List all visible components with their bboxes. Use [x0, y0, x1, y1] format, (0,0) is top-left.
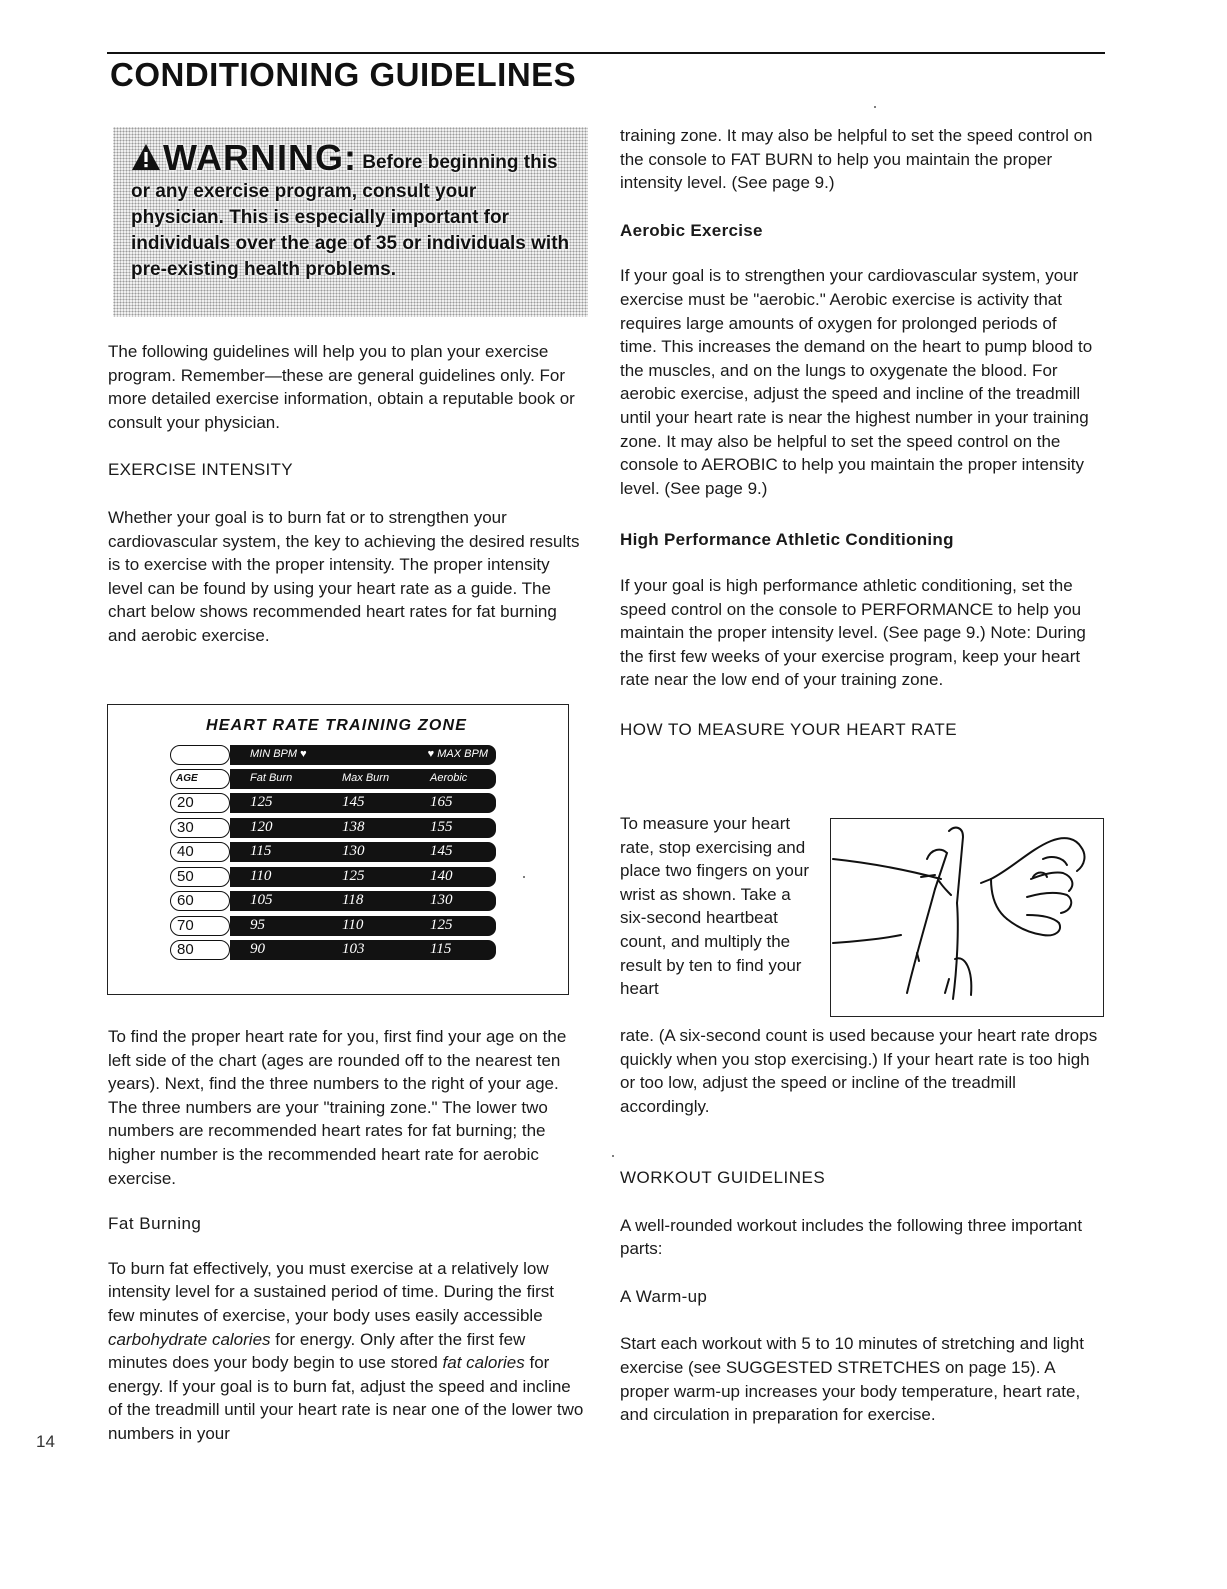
title-rule [107, 52, 1105, 54]
heart-rate-value: 130 [342, 843, 365, 859]
blank-pill [170, 745, 230, 765]
heart-rate-value: 140 [430, 867, 453, 884]
minmax-bar [230, 745, 496, 765]
workout-paragraph: A well-rounded workout includes the following three important parts: [620, 1215, 1083, 1259]
high-performance-heading: High Performance Athletic Conditioning [620, 530, 954, 550]
carbohydrate-calories-emphasis: carbohydrate calories [108, 1329, 271, 1349]
exercise-intensity-heading: EXERCISE INTENSITY [108, 460, 293, 480]
fat-burning-text: for energy. Only after the first few minutes does your body begin to use stored [108, 1329, 526, 1373]
age-value: 40 [170, 842, 230, 862]
heart-rate-value: 105 [250, 892, 273, 908]
age-value: 70 [170, 916, 230, 936]
max-bpm-label: MAX BPM [437, 748, 488, 760]
age-value: 20 [170, 793, 230, 813]
column-header-bar [230, 769, 496, 789]
column-header: Max Burn [342, 772, 390, 784]
heart-rate-value: 110 [342, 916, 364, 933]
heart-rate-value: 120 [250, 818, 273, 835]
warning-body: Before beginning this or any exercise program, consult your physician. This is especially important for individuals over the age of 35 or individuals with pre-existing health problems. [131, 152, 570, 280]
heart-rate-bar [230, 818, 496, 838]
chart-explanation-paragraph: To find the proper heart rate for you, first find your age on the left side of the chart (ages are rounded off to the nearest ten years). Next, find the three numbers to the right of your age. The three numbers are your "training zone." The lower two numbers are recommended heart rates for fat burning; the higher number is the recommended heart rate for aerobic exercise. [108, 1027, 567, 1188]
age-value: 60 [170, 891, 230, 911]
fat-burning-continued: training zone. It may also be helpful to set the speed control on the console to FAT BURN to help you maintain the proper intensity level. (See page 9.) [620, 126, 1093, 193]
wrist-pulse-illustration [830, 818, 1104, 1017]
measure-heading: HOW TO MEASURE YOUR HEART RATE [620, 719, 958, 739]
warmup-paragraph: Start each workout with 5 to 10 minutes of stretching and light exercise (see SUGGESTED STRETCHES on page 15). A proper warm-up increases your body temperature, heart rate, and circulation in preparation for exercise. [620, 1334, 1084, 1425]
age-value: 80 [170, 940, 230, 960]
heart-rate-value: 125 [430, 916, 453, 933]
heart-rate-value: 115 [430, 941, 452, 957]
scan-speck [874, 106, 876, 108]
fat-burning-text: To burn fat effectively, you must exercise at a relatively low intensity level for a sustained period of time. During the first few minutes of exercise, your body uses easily accessible [108, 1258, 554, 1325]
high-performance-paragraph: If your goal is high performance athletic conditioning, set the speed control on the console to PERFORMANCE to help you maintain the proper intensity level. (See page 9.) Note: During the first few weeks of your exercise program, keep your heart rate near the low end of your training zone. [620, 575, 1086, 690]
warning-text-block [131, 137, 571, 283]
aerobic-heading: Aerobic Exercise [620, 220, 763, 240]
chart-explanation-column [108, 1025, 584, 1446]
heart-rate-value: 110 [250, 867, 272, 884]
heart-rate-bar [230, 891, 496, 911]
scan-speck [612, 1155, 614, 1157]
heart-rate-value: 130 [430, 892, 453, 908]
heart-rate-value: 115 [250, 843, 272, 859]
age-value: 50 [170, 867, 230, 887]
heart-rate-value: 165 [430, 794, 453, 810]
warning-box [113, 127, 588, 317]
right-column [620, 124, 1096, 741]
measure-paragraph-after: rate. (A six-second count is used because your heart rate drops quickly when you stop exercising.) If your heart rate is too high or too low, adjust the speed or incline of the treadmill accordingly. [620, 1026, 1098, 1116]
heart-rate-bar [230, 867, 496, 887]
heart-rate-value: 125 [342, 867, 365, 884]
right-column-lower [620, 1166, 1096, 1427]
heart-rate-chart-title: HEART RATE TRAINING ZONE [206, 717, 468, 734]
scan-speck [523, 876, 525, 878]
age-value: 30 [170, 818, 230, 838]
hand-on-wrist-icon [831, 819, 1102, 1015]
fat-burning-paragraph [108, 1257, 584, 1446]
heart-rate-bar [230, 842, 496, 862]
heart-rate-value: 118 [342, 892, 364, 908]
heart-rate-value: 95 [250, 916, 265, 933]
min-bpm-label: MIN BPM [250, 748, 298, 760]
measure-paragraph-beside: To measure your heart rate, stop exercising and place two fingers on your wrist as shown. Take a six-second heartbeat count, and multiply the result by ten to find your heart [620, 814, 809, 999]
fat-calories-emphasis: fat calories [442, 1353, 525, 1373]
fat-burning-heading: Fat Burning [108, 1214, 202, 1234]
heart-rate-value: 125 [250, 794, 273, 810]
heart-rate-value: 103 [342, 941, 365, 957]
aerobic-paragraph: If your goal is to strengthen your cardiovascular system, your exercise must be "aerobic." Aerobic exercise is activity that requires large amounts of oxygen for prolonged periods of time. This increases the demand on the heart to pump blood to the muscles, and on the lungs to oxygenate the blood. For aerobic exercise, adjust the speed and incline of the treadmill until your heart rate is near the highest number in your training zone. It may also be helpful to set the speed control on the console to AEROBIC to help you maintain the proper intensity level. (See page 9.) [620, 266, 1093, 498]
heart-rate-value: 90 [250, 941, 265, 957]
heart-rate-value: 155 [430, 818, 453, 835]
heart-rate-value: 145 [430, 843, 453, 859]
page-title: CONDITIONING GUIDELINES [110, 56, 577, 93]
heart-icon: ♥ [427, 748, 435, 760]
fat-burning-text: for energy. If your goal is to burn fat, adjust the speed and incline of the treadmill until your heart rate is near one of the lower two numbers in your [108, 1353, 584, 1443]
page-number: 14 [36, 1432, 55, 1451]
workout-heading: WORKOUT GUIDELINES [620, 1168, 826, 1187]
heart-rate-value: 145 [342, 794, 365, 810]
exercise-intensity-paragraph: Whether your goal is to burn fat or to strengthen your cardiovascular system, the key to achieving the desired results is to exercise with the proper intensity. The proper intensity level can be found by using your heart rate as a guide. The chart below shows recommended heart rates for fat burning and aerobic exercise. [108, 507, 580, 645]
intro-paragraph: The following guidelines will help you to plan your exercise program. Remember—these are general guidelines only. For more detailed exercise information, obtain a reputable book or consult your physician. [108, 342, 575, 432]
age-column-label: AGE [170, 769, 230, 789]
left-column [108, 340, 584, 648]
heart-rate-value: 138 [342, 818, 365, 835]
heart-rate-chart [107, 704, 569, 995]
warning-heading: WARNING: [163, 137, 357, 178]
heart-rate-bar [230, 916, 496, 936]
warning-triangle-icon [131, 143, 161, 179]
heart-rate-bar [230, 793, 496, 813]
heart-rate-bar [230, 940, 496, 960]
column-header: Fat Burn [250, 772, 293, 784]
column-header: Aerobic [430, 772, 468, 784]
heart-icon: ♥ [300, 748, 307, 760]
warmup-heading: A Warm-up [620, 1286, 708, 1306]
